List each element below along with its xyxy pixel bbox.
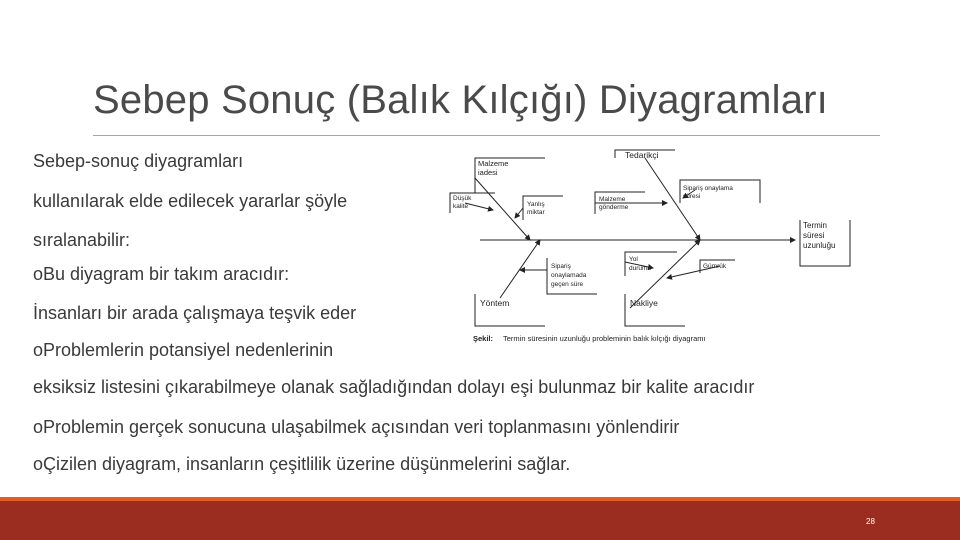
body-line-5: İnsanları bir arada çalışmaya teşvik eder <box>33 303 357 323</box>
yanlis-bracket <box>523 196 563 220</box>
label-yontem: Yöntem <box>480 298 510 308</box>
label-termin-1: Termin <box>803 221 828 230</box>
label-malzeme-2: iadesi <box>478 168 498 177</box>
label-siparis-gecen-1: Sipariş <box>551 263 571 270</box>
page-number: 28 <box>866 517 875 526</box>
sub-yanlis <box>515 208 523 218</box>
body-line-3: sıralanabilir: <box>33 230 131 250</box>
label-tedarikci: Tedarikçi <box>625 150 659 160</box>
label-siparis-onay-1: Sipariş onaylama <box>683 185 733 192</box>
label-termin-2: süresi <box>803 231 825 240</box>
body-line-1: Sebep-sonuç diyagramları <box>33 151 244 171</box>
label-termin-3: uzunluğu <box>803 241 836 250</box>
caption-bold: Şekil: <box>473 334 494 343</box>
label-siparis-gecen-2: onaylamada <box>551 272 587 279</box>
label-malzeme-1: Malzeme <box>478 159 509 168</box>
label-siparis-gecen-3: geçen süre <box>551 281 584 288</box>
fishbone-diagram <box>445 148 855 348</box>
sub-dusuk <box>465 203 493 210</box>
label-yanlis-1: Yanlış <box>527 201 545 208</box>
body-line-7: eksiksiz listesini çıkarabilmeye olanak sağladığından dolayı eşi bulunmaz bir kalite aracıdır <box>33 377 755 397</box>
page-title: Sebep Sonuç (Balık Kılçığı) Diyagramları <box>93 78 828 122</box>
label-nakliye: Nakliye <box>630 298 658 308</box>
body-line-8: oProblemin gerçek sonucuna ulaşabilmek açısından veri toplanmasını yönlendirir <box>33 417 680 437</box>
label-siparis-onay-2: süresi <box>683 193 701 200</box>
label-dusuk-1: Düşük <box>453 195 472 202</box>
label-yol-2: durumu <box>629 265 652 272</box>
body-line-4: oBu diyagram bir takım aracıdır: <box>33 264 290 284</box>
footer-bar <box>0 501 960 540</box>
body-line-6: oProblemlerin potansiyel nedenlerinin <box>33 340 334 360</box>
label-malzeme-gond-2: gönderme <box>599 204 629 211</box>
label-yanlis-2: miktar <box>527 209 545 216</box>
label-dusuk-2: kalite <box>453 203 469 210</box>
body-line-9: oÇizilen diyagram, insanların çeşitlilik üzerine düşünmelerini sağlar. <box>33 454 571 474</box>
label-gumruk: Gümrük <box>703 263 727 270</box>
caption-text: Termin süresinin uzunluğu probleminin balık kılçığı diyagramı <box>503 334 706 343</box>
title-divider <box>93 135 880 136</box>
bone-yontem <box>500 240 540 298</box>
body-line-2: kullanılarak elde edilecek yararlar şöyle <box>33 191 348 211</box>
label-yol-1: Yol <box>629 256 638 263</box>
label-malzeme-gond-1: Malzeme <box>599 196 626 203</box>
